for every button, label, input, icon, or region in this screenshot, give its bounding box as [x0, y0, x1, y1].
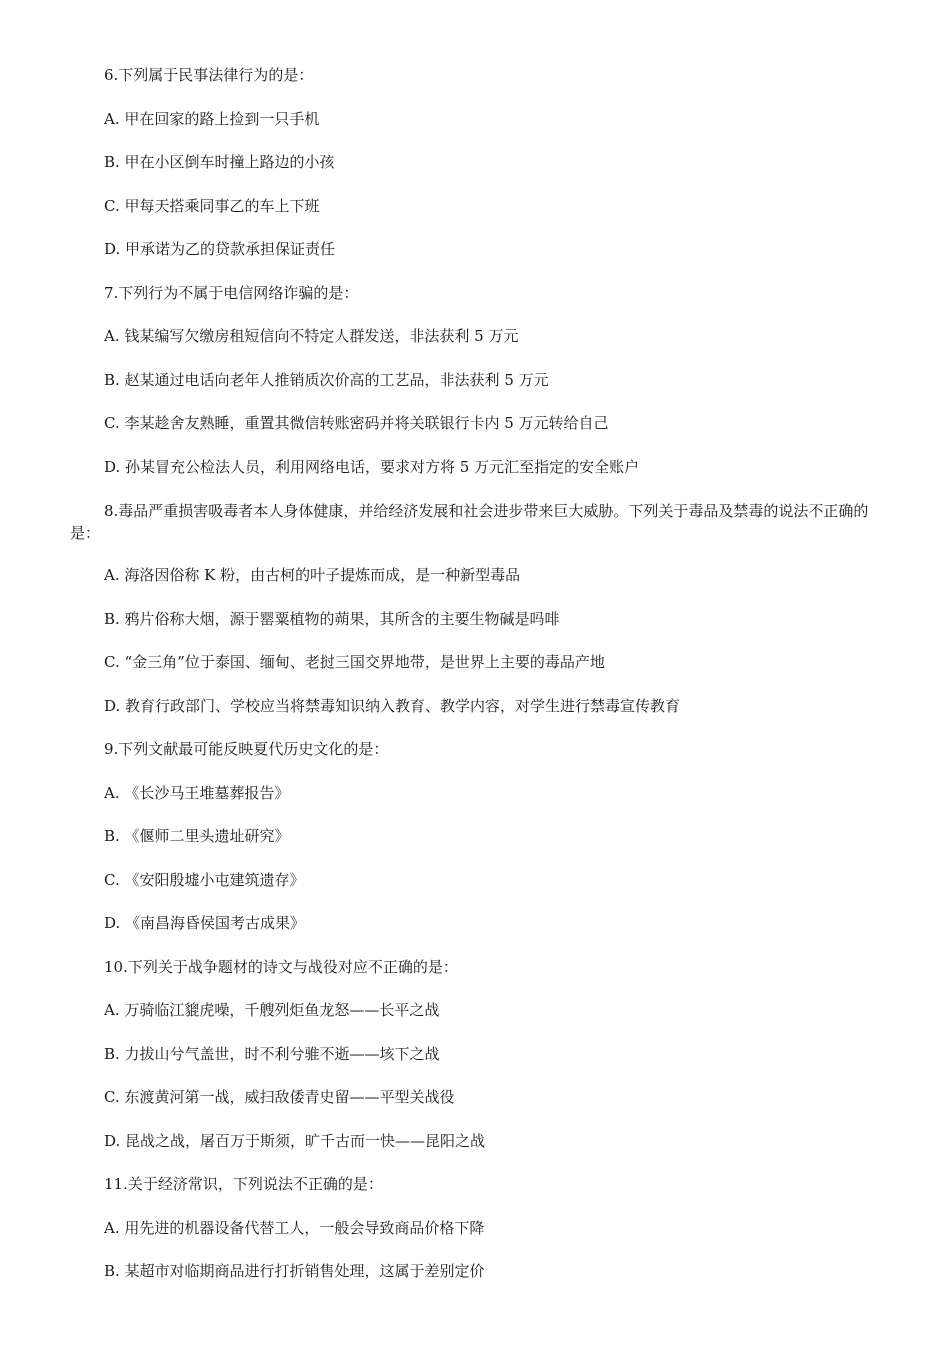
question-6-stem: 6.下列属于民事法律行为的是： [104, 66, 314, 84]
question-6-option-a: A. 甲在回家的路上捡到一只手机 [104, 110, 320, 128]
question-11-option-b: B. 某超市对临期商品进行打折销售处理，这属于差别定价 [104, 1262, 485, 1280]
question-10-stem: 10.下列关于战争题材的诗文与战役对应不正确的是： [104, 958, 458, 976]
question-9-option-a: A. 《长沙马王堆墓葬报告》 [104, 784, 290, 802]
question-11-stem: 11.关于经济常识，下列说法不正确的是： [104, 1175, 383, 1193]
question-7-option-d: D. 孙某冒充公检法人员，利用网络电话，要求对方将 5 万元汇至指定的安全账户 [104, 458, 640, 476]
question-7-option-c: C. 李某趁舍友熟睡，重置其微信转账密码并将关联银行卡内 5 万元转给自己 [104, 414, 609, 432]
question-10-option-d: D. 昆战之战，屠百万于斯须，旷千古而一快——昆阳之战 [104, 1132, 486, 1150]
question-8-stem: 8.毒品严重损害吸毒者本人身体健康，并给经济发展和社会进步带来巨大威胁。下列关于毒品及禁毒的说法不正确的是： [70, 502, 869, 542]
question-7-option-a: A. 钱某编写欠缴房租短信向不特定人群发送，非法获利 5 万元 [104, 327, 519, 345]
question-9-stem: 9.下列文献最可能反映夏代历史文化的是： [104, 740, 389, 758]
question-7-stem: 7.下列行为不属于电信网络诈骗的是： [104, 284, 359, 302]
question-9-option-c: C. 《安阳殷墟小屯建筑遗存》 [104, 871, 305, 889]
question-9-option-b: B. 《偃师二里头遗址研究》 [104, 827, 290, 845]
question-8-option-b: B. 鸦片俗称大烟，源于罂粟植物的蒴果，其所含的主要生物碱是吗啡 [104, 610, 560, 628]
question-8-option-a: A. 海洛因俗称 K 粉，由古柯的叶子提炼而成，是一种新型毒品 [104, 566, 521, 584]
question-10-option-b: B. 力拔山兮气盖世，时不利兮骓不逝——垓下之战 [104, 1045, 440, 1063]
question-6-option-c: C. 甲每天搭乘同事乙的车上下班 [104, 197, 320, 215]
question-10-option-c: C. 东渡黄河第一战，威扫敌倭青史留——平型关战役 [104, 1088, 455, 1106]
question-10-option-a: A. 万骑临江貔虎噪，千艘列炬鱼龙怒——长平之战 [104, 1001, 440, 1019]
question-6-option-d: D. 甲承诺为乙的贷款承担保证责任 [104, 240, 336, 258]
question-11-option-a: A. 用先进的机器设备代替工人，一般会导致商品价格下降 [104, 1219, 485, 1237]
question-8-option-d: D. 教育行政部门、学校应当将禁毒知识纳入教育、教学内容，对学生进行禁毒宣传教育 [104, 697, 681, 715]
question-9-option-d: D. 《南昌海昏侯国考古成果》 [104, 914, 306, 932]
question-8-option-c: C. “金三角”位于泰国、缅甸、老挝三国交界地带，是世界上主要的毒品产地 [104, 653, 605, 671]
question-7-option-b: B. 赵某通过电话向老年人推销质次价高的工艺品，非法获利 5 万元 [104, 371, 549, 389]
question-6-option-b: B. 甲在小区倒车时撞上路边的小孩 [104, 153, 335, 171]
